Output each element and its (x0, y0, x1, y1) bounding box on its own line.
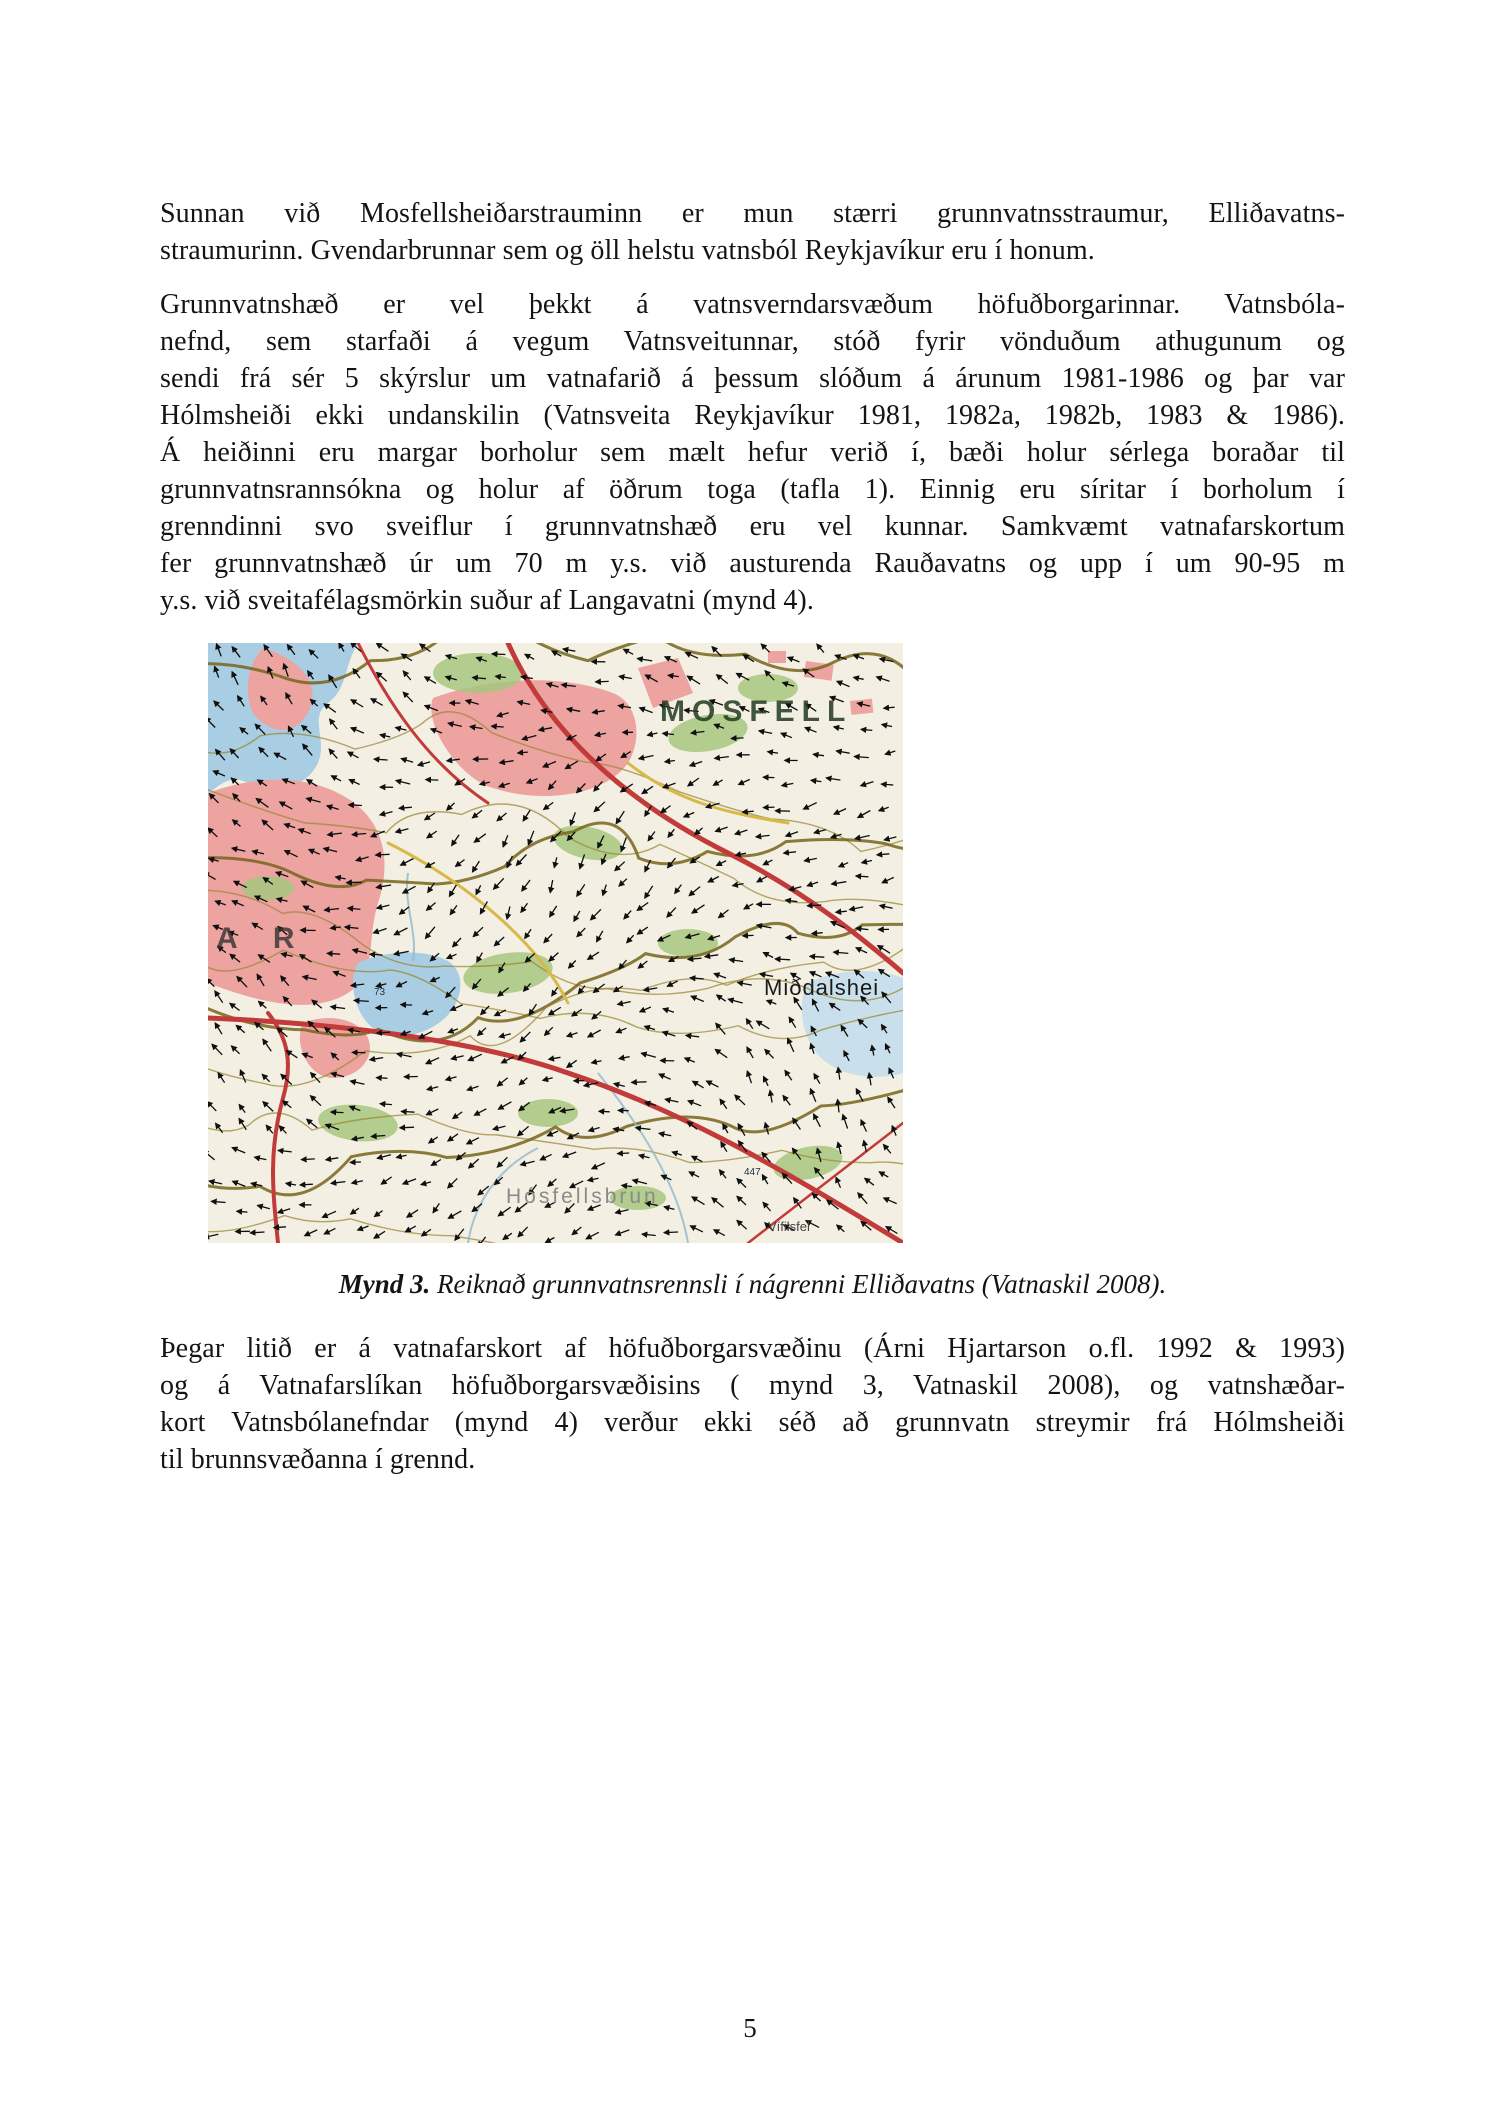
text-line: Þegar litið er á vatnafarskort af höfuðborgarsvæðinu (Árni Hjartarson o.fl. 1992 & 1993) (160, 1333, 1345, 1364)
map-label-hosfellsbrun: Hósfellsbrun (506, 1185, 659, 1208)
map-label-vifilsfell: Vífilsfel (768, 1219, 810, 1234)
map-label-middalsheidi: Miðdalshei (764, 975, 880, 1000)
text-line: kort Vatnsbólanefndar (mynd 4) verður ekki séð að grunnvatn streymir frá Hólmsheiði (160, 1407, 1345, 1438)
text-line: straumurinn. Gvendarbrunnar sem og öll helstu vatnsból Reykjavíkur eru í honum. (160, 235, 1095, 266)
map-urban-area (768, 651, 786, 663)
text-line: Sunnan við Mosfellsheiðarstrauminn er mun stærri grunnvatnsstraumur, Elliðavatns- (160, 198, 1345, 229)
figure-caption (160, 1269, 1345, 1300)
figure-map-image (208, 643, 903, 1243)
text-line: Hólmsheiði ekki undanskilin (Vatnsveita Reykjavíkur 1981, 1982a, 1982b, 1983 & 1986). (160, 400, 1345, 431)
map-label-ar: A R (216, 922, 309, 955)
figure-caption-label: Mynd 3. (338, 1269, 431, 1299)
map-label-mosfell: MOSFELL (660, 695, 853, 728)
text-line: y.s. við sveitafélagsmörkin suður af Langavatni (mynd 4). (160, 585, 814, 616)
paragraph-2 (160, 286, 1345, 619)
map-label-height-447: 447 (744, 1167, 761, 1178)
map-urban-area (850, 699, 873, 715)
groundwater-flow-map (208, 643, 903, 1243)
paragraph-1 (160, 195, 1345, 269)
text-line: grenndinni svo sveiflur í grunnvatnshæð eru vel kunnar. Samkvæmt vatnafarskortum (160, 511, 1345, 542)
text-line: Grunnvatnshæð er vel þekkt á vatnsverndarsvæðum höfuðborgarinnar. Vatnsbóla- (160, 289, 1345, 320)
map-label-height-73: 73 (374, 987, 386, 998)
text-line: sendi frá sér 5 skýrslur um vatnafarið á þessum slóðum á árunum 1981-1986 og þar var (160, 363, 1345, 394)
text-line: til brunnsvæðanna í grennd. (160, 1444, 476, 1475)
figure-caption-text: Reiknað grunnvatnsrennsli í nágrenni Elliðavatns (Vatnaskil 2008). (430, 1269, 1167, 1299)
text-line: nefnd, sem starfaði á vegum Vatnsveitunnar, stóð fyrir vönduðum athugunum og (160, 326, 1345, 357)
figure-mynd3 (160, 643, 1345, 1300)
paragraph-3 (160, 1330, 1345, 1478)
text-line: fer grunnvatnshæð úr um 70 m y.s. við austurenda Rauðavatns og upp í um 90-95 m (160, 548, 1345, 579)
page-number: 5 (743, 2013, 757, 2043)
text-line: Á heiðinni eru margar borholur sem mælt hefur verið í, bæði holur sérlega boraðar til (160, 437, 1345, 468)
text-line: grunnvatnsrannsókna og holur af öðrum toga (tafla 1). Einnig eru síritar í borholum í (160, 474, 1345, 505)
text-line: og á Vatnafarslíkan höfuðborgarsvæðisins ( mynd 3, Vatnaskil 2008), og vatnshæðar- (160, 1370, 1345, 1401)
